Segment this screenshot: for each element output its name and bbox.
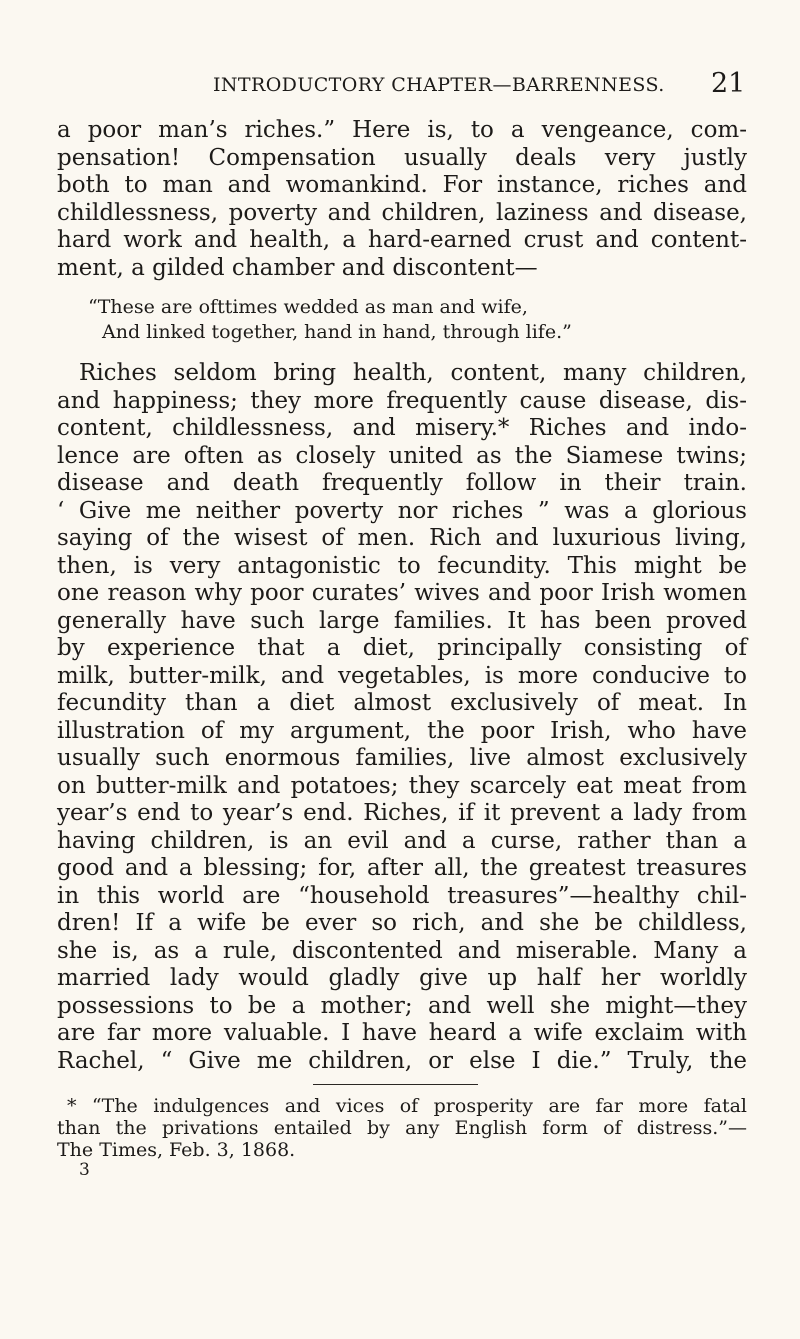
text-line: Rachel, “ Give me children, or else I die.” Truly, the xyxy=(57,1048,747,1074)
text-line: a poor man’s riches.” Here is, to a vengeance, com- xyxy=(57,117,747,143)
text-line: by experience that a diet, principally consisting of xyxy=(57,635,747,661)
text-line: milk, butter-milk, and vegetables, is more conducive to xyxy=(57,663,747,689)
text-line: year’s end to year’s end. Riches, if it prevent a lady from xyxy=(57,800,747,826)
footnote-line: The Times, Feb. 3, 1868. xyxy=(57,1139,296,1161)
text-line: usually such enormous families, live almost exclusively xyxy=(57,745,747,771)
text-line: hard work and health, a hard-earned crust and content- xyxy=(57,227,747,253)
text-line: Riches seldom bring health, content, many children, xyxy=(79,360,747,386)
text-line: in this world are “household treasures”—healthy chil- xyxy=(57,883,747,909)
footnote-line: * “The indulgences and vices of prosperity are far more fatal xyxy=(67,1095,747,1117)
signature-mark: 3 xyxy=(79,1160,90,1180)
footnote-line: than the privations entailed by any English form of distress.”— xyxy=(57,1117,747,1139)
running-header xyxy=(0,68,800,108)
text-line: both to man and womankind. For instance, riches and xyxy=(57,172,747,198)
text-line: disease and death frequently follow in their train. xyxy=(57,470,747,496)
text-line: she is, as a rule, discontented and miserable. Many a xyxy=(57,938,747,964)
text-line: fecundity than a diet almost exclusively of meat. In xyxy=(57,690,747,716)
page-number: 21 xyxy=(711,68,746,99)
text-line: illustration of my argument, the poor Irish, who have xyxy=(57,718,747,744)
text-line: ‘ Give me neither poverty nor riches ” was a glorious xyxy=(57,498,747,524)
text-line: content, childlessness, and misery.* Riches and indo- xyxy=(57,415,747,441)
text-line: generally have such large families. It has been proved xyxy=(57,608,747,634)
text-line: married lady would gladly give up half her worldly xyxy=(57,965,747,991)
verse-line: And linked together, hand in hand, through life.” xyxy=(102,321,572,343)
text-line: then, is very antagonistic to fecundity. This might be xyxy=(57,553,747,579)
text-line: ment, a gilded chamber and discontent— xyxy=(57,255,538,281)
text-line: lence are often as closely united as the Siamese twins; xyxy=(57,443,747,469)
text-line: one reason why poor curates’ wives and poor Irish women xyxy=(57,580,747,606)
text-line: saying of the wisest of men. Rich and luxurious living, xyxy=(57,525,747,551)
running-title: INTRODUCTORY CHAPTER—BARRENNESS. xyxy=(213,74,665,96)
text-line: pensation! Compensation usually deals very justly xyxy=(57,145,747,171)
text-line: and happiness; they more frequently cause disease, dis- xyxy=(57,388,747,414)
text-line: good and a blessing; for, after all, the greatest treasures xyxy=(57,855,747,881)
text-line: dren! If a wife be ever so rich, and she be childless, xyxy=(57,910,747,936)
verse-line: “These are ofttimes wedded as man and wife, xyxy=(88,296,528,318)
text-line: on butter-milk and potatoes; they scarcely eat meat from xyxy=(57,773,747,799)
text-line: are far more valuable. I have heard a wife exclaim with xyxy=(57,1020,747,1046)
text-line: having children, is an evil and a curse, rather than a xyxy=(57,828,747,854)
text-line: childlessness, poverty and children, laziness and disease, xyxy=(57,200,747,226)
text-line: possessions to be a mother; and well she might—they xyxy=(57,993,747,1019)
footnote-rule xyxy=(313,1084,478,1085)
